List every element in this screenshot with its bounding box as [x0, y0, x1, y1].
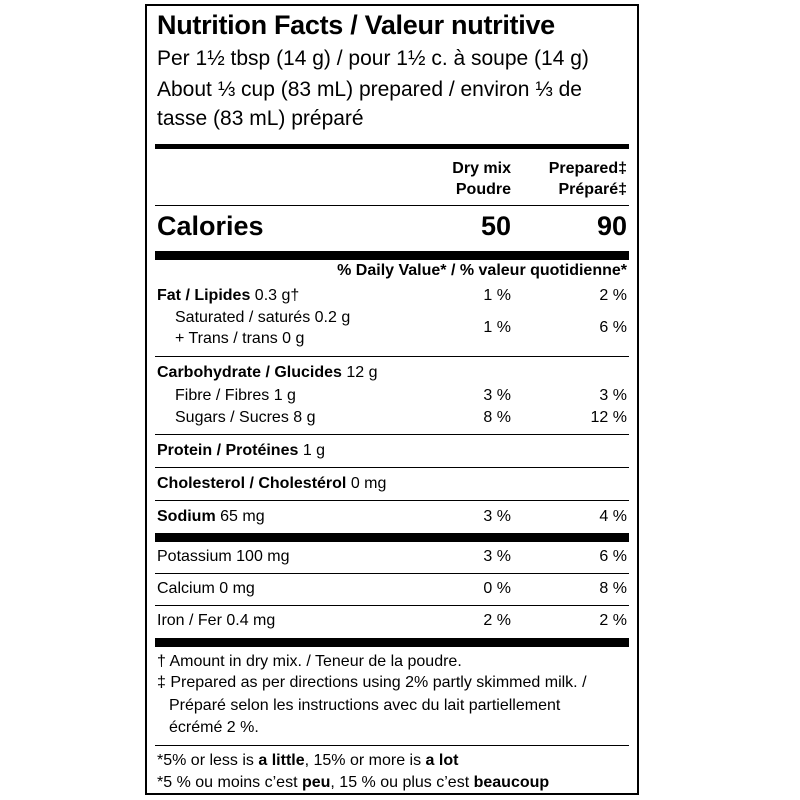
dv-note-fr-beaucoup: beaucoup	[473, 774, 550, 791]
carbohydrate-amount: 12 g	[346, 364, 378, 381]
iron-prepared: 2 %	[599, 612, 627, 629]
footnote-ddagger-line-2: Préparé selon les instructions avec du lait partiellement	[169, 697, 561, 714]
dv-note-en-lot: a lot	[425, 752, 459, 769]
rule-under-serving	[155, 144, 629, 149]
cholesterol-amount: 0 mg	[350, 475, 387, 492]
fibre-prepared: 3 %	[599, 387, 627, 404]
fibre-dry: 3 %	[483, 387, 511, 404]
sugars-dry: 8 %	[483, 409, 511, 426]
dv-note-fr-peu: peu	[301, 774, 331, 791]
sugars-prepared: 12 %	[590, 409, 627, 426]
dv-note-fr-part-c: , 15 % ou plus c’est	[330, 774, 474, 791]
cholesterol-label: Cholesterol / Cholestérol	[157, 475, 347, 492]
trans-label: + Trans / trans 0 g	[175, 330, 305, 347]
rule-under-iron	[155, 638, 629, 647]
column-header-prepared	[549, 158, 627, 200]
column-header-dry-en: Dry mix	[452, 160, 511, 177]
column-header-dry	[452, 158, 511, 200]
protein-label: Protein / Protéines	[157, 442, 299, 459]
iron-label: Iron / Fer 0.4 mg	[157, 612, 276, 629]
sodium-prepared: 4 %	[599, 508, 627, 525]
dv-note-en-part-c: , 15% or more is	[304, 752, 426, 769]
sodium-amount: 65 mg	[220, 508, 265, 525]
column-header-prepared-fr: Préparé‡	[558, 181, 627, 198]
column-header-prepared-en: Prepared‡	[548, 160, 627, 177]
fat-prepared: 2 %	[599, 287, 627, 304]
sodium-dry: 3 %	[483, 508, 511, 525]
potassium-prepared: 6 %	[599, 548, 627, 565]
serving-size-line-3: tasse (83 mL) préparé	[157, 107, 364, 130]
fat-dry: 1 %	[483, 287, 511, 304]
rule-under-fat	[155, 356, 629, 357]
rule-under-cholesterol	[155, 500, 629, 501]
dv-note-en-part-a: *5% or less is	[157, 752, 259, 769]
serving-size-line-2: About ⅓ cup (83 mL) prepared / environ ⅓ de	[157, 78, 582, 101]
saturated-trans-dry: 1 %	[483, 319, 511, 336]
protein-row-label	[157, 442, 325, 460]
rule-under-calcium	[155, 605, 629, 606]
daily-value-note-en	[157, 752, 458, 770]
saturated-label: Saturated / saturés 0.2 g	[175, 309, 351, 326]
saturated-trans-prepared: 6 %	[599, 319, 627, 336]
rule-under-sodium	[155, 533, 629, 542]
calories-dry: 50	[480, 211, 511, 241]
column-header-dry-fr: Poudre	[455, 181, 511, 198]
rule-under-calories	[155, 251, 629, 260]
rule-under-protein	[155, 467, 629, 468]
sodium-label: Sodium	[157, 508, 216, 525]
rule-above-dv-note	[155, 745, 629, 746]
calcium-prepared: 8 %	[599, 580, 627, 597]
rule-under-carbohydrate	[155, 434, 629, 435]
dv-note-en-little: a little	[258, 752, 305, 769]
carbohydrate-row-label	[157, 364, 378, 382]
rule-under-potassium	[155, 573, 629, 574]
calcium-label: Calcium 0 mg	[157, 580, 255, 597]
dv-note-fr-part-a: *5 % ou moins c’est	[157, 774, 302, 791]
calories-prepared: 90	[596, 211, 627, 241]
calories-label: Calories	[157, 211, 264, 241]
footnote-ddagger-line-3: écrémé 2 %.	[169, 719, 259, 736]
potassium-dry: 3 %	[483, 548, 511, 565]
rule-under-column-headers	[155, 205, 629, 206]
fat-row-label	[157, 287, 299, 305]
daily-value-header: % Daily Value* / % valeur quotidienne*	[337, 262, 627, 279]
fat-label: Fat / Lipides	[157, 287, 251, 304]
sodium-row-label	[157, 508, 265, 526]
iron-dry: 2 %	[483, 612, 511, 629]
footnote-dagger: † Amount in dry mix. / Teneur de la poudre.	[157, 653, 462, 670]
nutrition-facts-panel	[145, 4, 639, 795]
calcium-dry: 0 %	[483, 580, 511, 597]
potassium-label: Potassium 100 mg	[157, 548, 290, 565]
serving-size-line-1: Per 1½ tbsp (14 g) / pour 1½ c. à soupe (14 g)	[157, 47, 589, 70]
protein-amount: 1 g	[302, 442, 326, 459]
daily-value-note-fr	[157, 774, 549, 792]
footnote-ddagger-line-1: ‡ Prepared as per directions using 2% partly skimmed milk. /	[157, 674, 587, 691]
fat-amount: 0.3 g†	[254, 287, 300, 304]
cholesterol-row-label	[157, 475, 386, 493]
sugars-label: Sugars / Sucres 8 g	[175, 409, 316, 426]
panel-title: Nutrition Facts / Valeur nutritive	[157, 10, 555, 40]
carbohydrate-label: Carbohydrate / Glucides	[157, 364, 342, 381]
fibre-label: Fibre / Fibres 1 g	[175, 387, 296, 404]
